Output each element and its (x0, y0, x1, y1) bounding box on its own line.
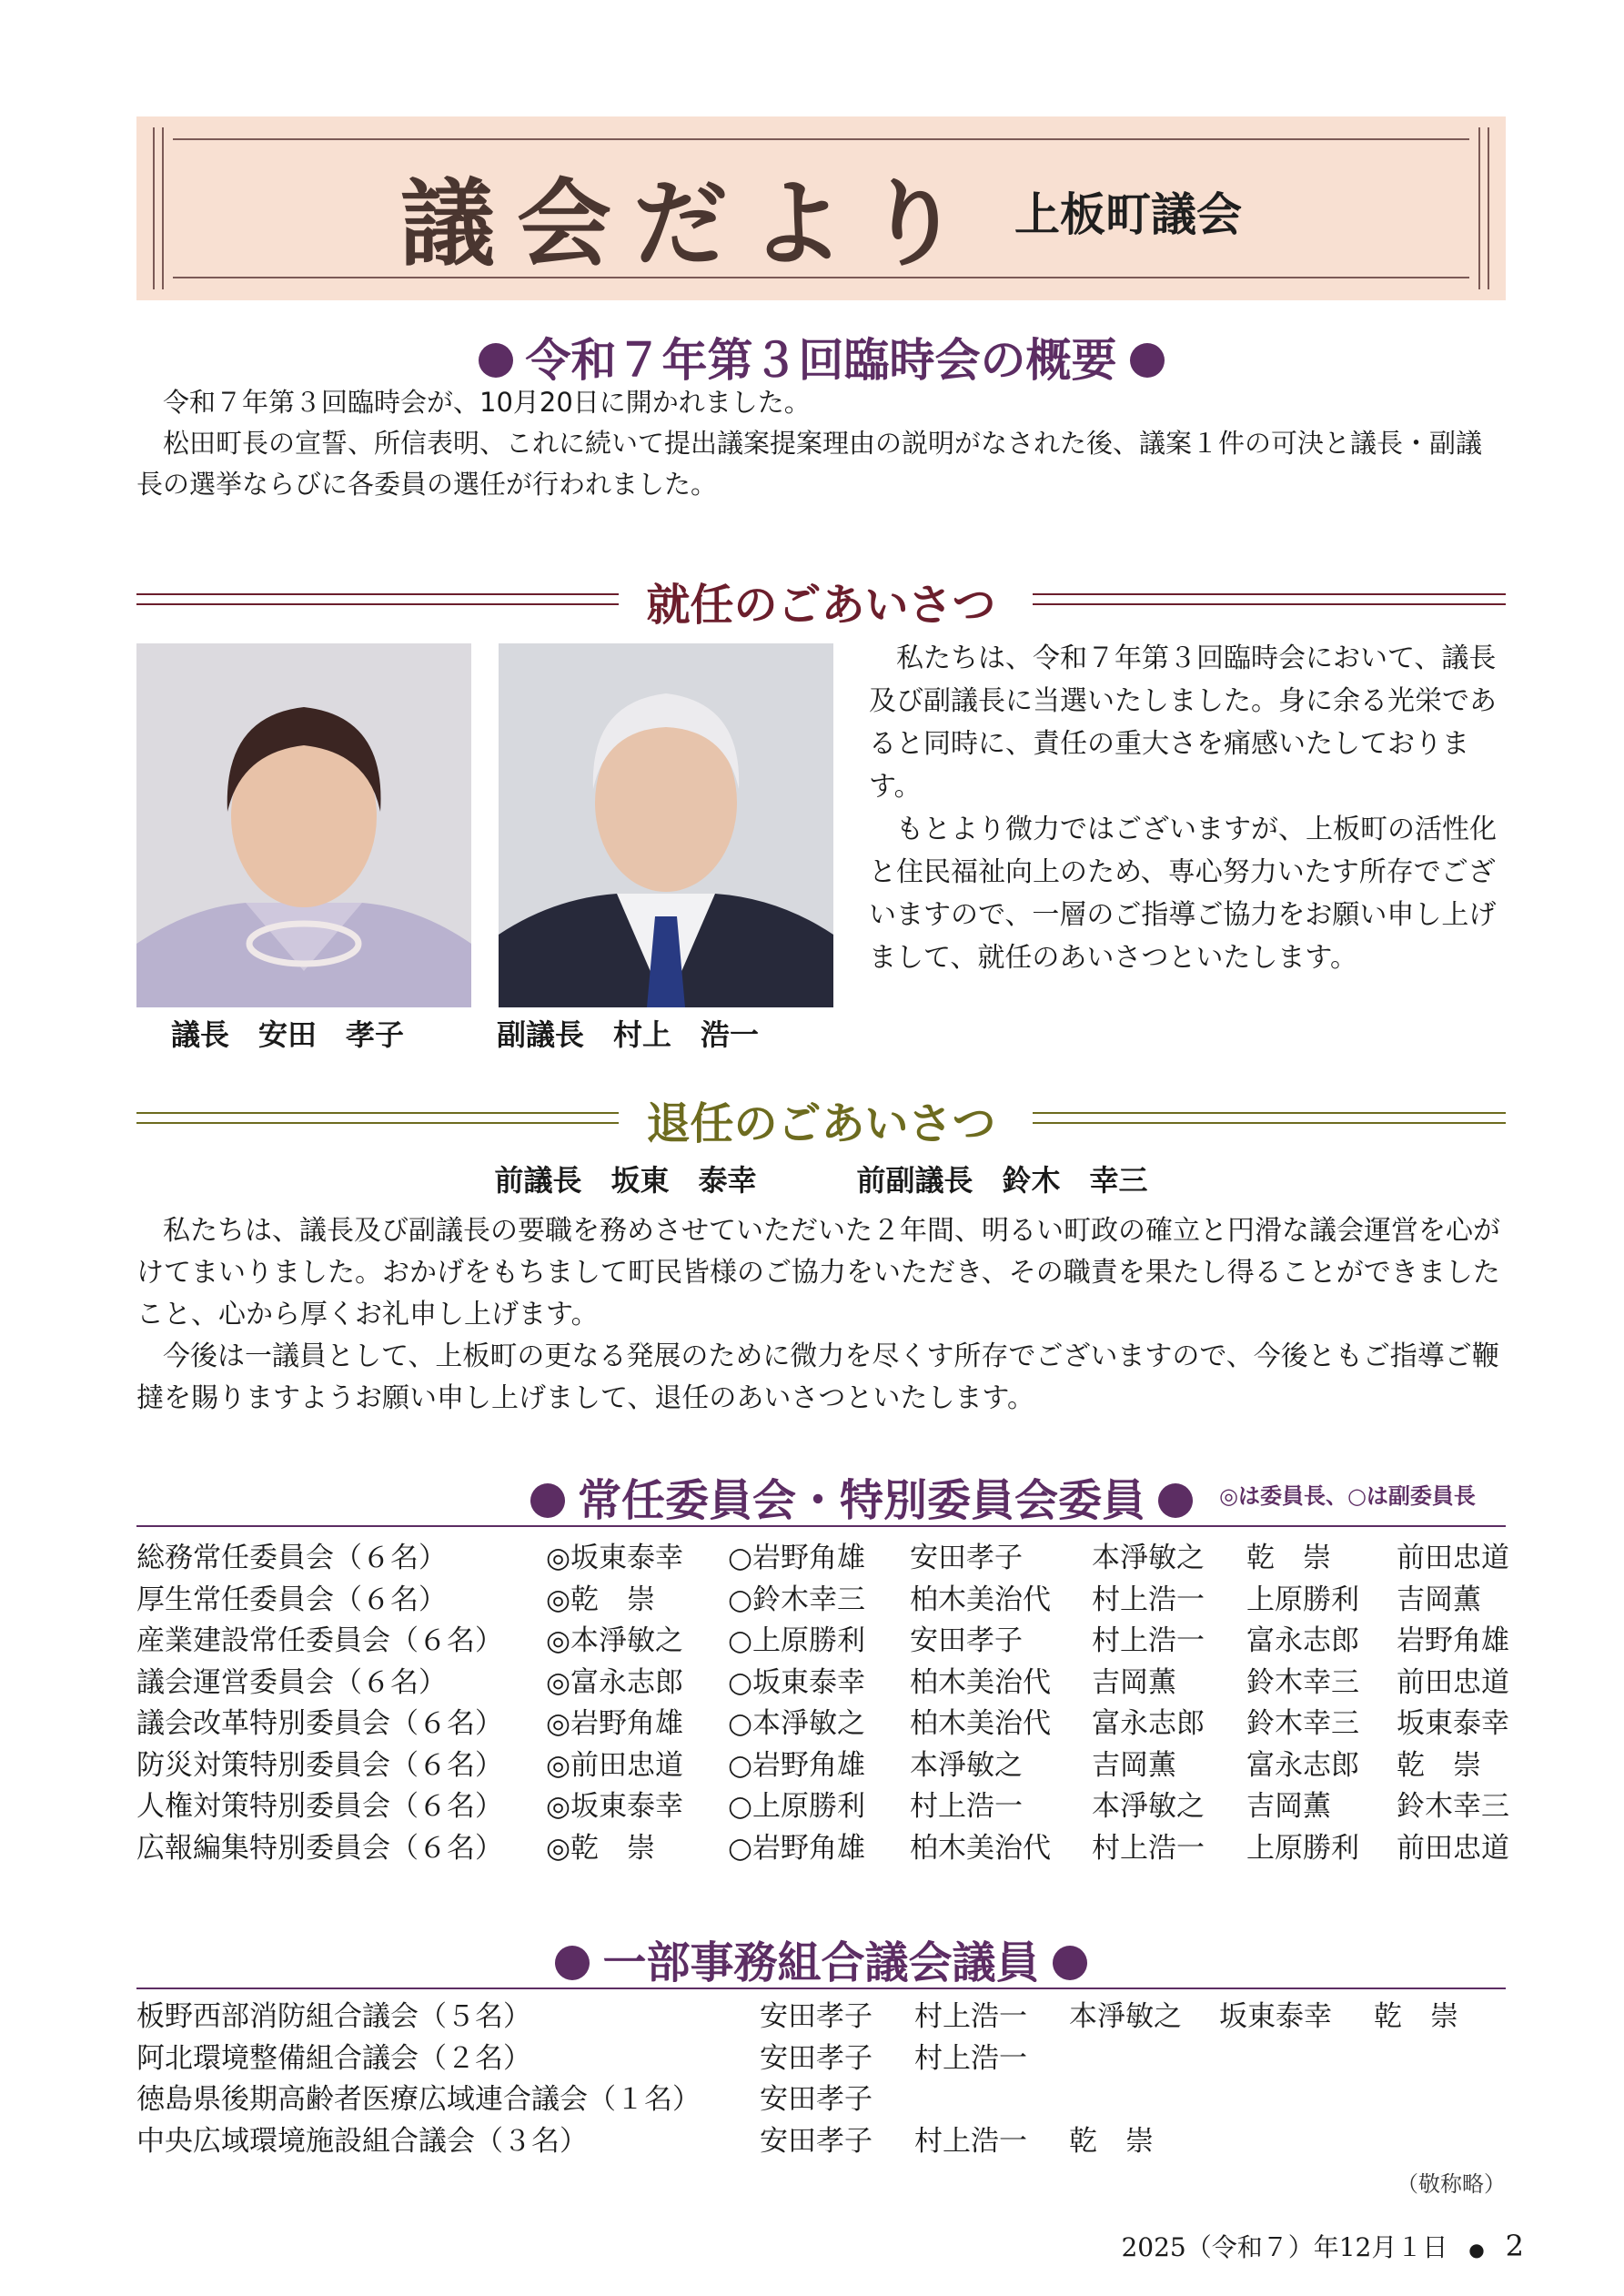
paragraph: 私たちは、令和７年第３回臨時会において、議長及び副議長に当選いたしました。身に余る光栄であると同時に、責任の重大さを痛感いたしております。 (869, 642, 1497, 803)
member-name: ○岩野角雄 (728, 1831, 866, 1865)
member-name: 本淨敏之 (1092, 1542, 1205, 1575)
table-row (136, 1993, 1483, 2035)
vice-chair-caption: 副議長 村上 浩一 (497, 1017, 760, 1052)
member-name: 前田忠道 (1397, 1542, 1509, 1575)
bullet-icon (1158, 1483, 1193, 1518)
member-name: 柏木美治代 (910, 1831, 1051, 1865)
banner-rule (1488, 127, 1489, 289)
member-name: 村上浩一 (914, 2041, 1027, 2075)
table-row (136, 2118, 1483, 2159)
member-name: 村上浩一 (914, 2124, 1027, 2158)
member-name: 本淨敏之 (910, 1748, 1023, 1782)
member-name: ◎坂東泰幸 (546, 1542, 684, 1575)
session-heading (136, 324, 1506, 389)
member-name: ○岩野角雄 (728, 1748, 866, 1782)
member-name: ◎富永志郎 (546, 1665, 684, 1699)
table-row (136, 1783, 1509, 1825)
member-name: ◎前田忠道 (546, 1748, 684, 1782)
member-name: ◎乾 崇 (546, 1831, 656, 1865)
table-row (136, 1659, 1509, 1701)
retirement-body (136, 1210, 1506, 1420)
table-row (136, 2076, 1483, 2118)
committee-name: 徳島県後期高齢者医療広域連合議会（１名） (136, 2083, 701, 2117)
committee-name: 議会改革特別委員会（６名） (136, 1707, 503, 1741)
member-name: 村上浩一 (914, 2000, 1027, 2034)
member-name: 坂東泰幸 (1397, 1707, 1509, 1741)
member-name: 村上浩一 (910, 1790, 1023, 1824)
page-number: 2 (1505, 2229, 1524, 2263)
member-name: 吉岡薫 (1397, 1583, 1481, 1616)
honorific-note: （敬称略） (1397, 2171, 1506, 2197)
member-name: 富永志郎 (1092, 1707, 1205, 1741)
member-name: 安田孝子 (760, 2124, 873, 2158)
chair-caption: 議長 安田 孝子 (171, 1017, 405, 1052)
member-name: ○鈴木幸三 (728, 1583, 866, 1616)
committee-rule (136, 1525, 1506, 1527)
paragraph: 令和７年第３回臨時会が、10月20日に開かれました。 (163, 387, 811, 418)
bullet-icon (1053, 1946, 1087, 1980)
committee-title: 常任委員会・特別委員会委員 (577, 1475, 1145, 1526)
committee-name: 広報編集特別委員会（６名） (136, 1831, 503, 1865)
committee-name: 中央広域環境施設組合議会（３名） (136, 2124, 588, 2158)
member-name: 柏木美治代 (910, 1583, 1051, 1616)
bullet-icon (479, 343, 513, 378)
session-title: 令和７年第３回臨時会の概要 (525, 333, 1117, 387)
committee-name: 阿北環境整備組合議会（２名） (136, 2041, 531, 2075)
bullet-icon (1130, 343, 1165, 378)
footer-bullet-icon: ● (1468, 2239, 1485, 2261)
former-officers (136, 1158, 1506, 1199)
member-name: 前田忠道 (1397, 1665, 1509, 1699)
table-row (136, 1700, 1509, 1742)
member-name: 乾 崇 (1246, 1542, 1331, 1575)
member-name: 鈴木幸三 (1397, 1790, 1509, 1824)
member-name: 岩野角雄 (1397, 1624, 1509, 1658)
member-name: 村上浩一 (1092, 1831, 1205, 1865)
member-name: ◎乾 崇 (546, 1583, 656, 1616)
bullet-icon (555, 1946, 590, 1980)
vice-chair-portrait-image (499, 643, 833, 1007)
masthead-banner (136, 116, 1506, 300)
masthead-subtitle: 上板町議会 (1014, 188, 1242, 241)
member-name: 本淨敏之 (1069, 2000, 1182, 2034)
member-name: 柏木美治代 (910, 1707, 1051, 1741)
member-name: 本淨敏之 (1092, 1790, 1205, 1824)
union-title: 一部事務組合議会議員 (602, 1937, 1040, 1988)
paragraph: 今後は一議員として、上板町の更なる発展のために微力を尽くす所存でございますので、今後ともご指導ご鞭撻を賜りますようお願い申し上げまして、退任のあいさつといたします。 (136, 1340, 1499, 1414)
table-row (136, 1617, 1509, 1659)
table-row (136, 1742, 1509, 1784)
member-name: 安田孝子 (760, 2083, 873, 2117)
member-name: 富永志郎 (1246, 1748, 1359, 1782)
member-name: 安田孝子 (760, 2041, 873, 2075)
table-row (136, 1576, 1509, 1618)
paragraph: 松田町長の宣誓、所信表明、これに続いて提出議案提案理由の説明がなされた後、議案１件の可決と議長・副議長の選挙ならびに各委員の選任が行われました。 (136, 428, 1483, 500)
committee-name: 産業建設常任委員会（６名） (136, 1624, 503, 1658)
member-name: 村上浩一 (1092, 1624, 1205, 1658)
table-row (136, 1825, 1509, 1866)
member-name: ◎岩野角雄 (546, 1707, 684, 1741)
paragraph: 私たちは、議長及び副議長の要職を務めさせていただいた２年間、明るい町政の確立と円滑な議会運営を心がけてまいりました。おかげをもちまして町民皆様のご協力をいただき、その職責を果たし得ることができましたこと、心から厚くお礼申し上げます。 (136, 1215, 1500, 1330)
banner-rule (162, 127, 164, 289)
member-name: 安田孝子 (910, 1542, 1023, 1575)
inauguration-title: 就任のごあいさつ (646, 580, 996, 631)
member-name: 坂東泰幸 (1219, 2000, 1332, 2034)
banner-rule (173, 138, 1469, 140)
member-name: 村上浩一 (1092, 1583, 1205, 1616)
member-name: 富永志郎 (1246, 1624, 1359, 1658)
member-name: 乾 崇 (1374, 2000, 1458, 2034)
banner-rule (153, 127, 155, 289)
chair-portrait-image (136, 643, 471, 1007)
committee-name: 板野西部消防組合議会（５名） (136, 2000, 531, 2034)
member-name: 吉岡薫 (1092, 1748, 1176, 1782)
member-name: 鈴木幸三 (1246, 1707, 1359, 1741)
retirement-title: 退任のごあいさつ (646, 1098, 996, 1149)
committee-name: 議会運営委員会（６名） (136, 1665, 447, 1699)
committee-table (136, 1534, 1509, 1866)
committee-heading (136, 1465, 1205, 1528)
banner-rule (1478, 127, 1480, 289)
member-name: ◎坂東泰幸 (546, 1790, 684, 1824)
member-name: 吉岡薫 (1246, 1790, 1331, 1824)
union-heading (136, 1927, 1506, 1990)
member-name: ○上原勝利 (728, 1790, 866, 1824)
member-name: ○坂東泰幸 (728, 1665, 866, 1699)
former-chair-name: 前議長 坂東 泰幸 (494, 1163, 757, 1198)
member-name: 上原勝利 (1246, 1583, 1359, 1616)
issue-date: 2025（令和７）年12月１日 (1121, 2232, 1448, 2262)
union-rule (136, 1988, 1506, 1989)
paragraph: もとより微力ではございますが、上板町の活性化と住民福祉向上のため、専心努力いたす所存でございますので、一層のご指導ご協力をお願い申し上げまして、就任のあいさつといたします。 (869, 814, 1497, 974)
union-table (136, 1993, 1483, 2159)
member-name: 乾 崇 (1397, 1748, 1481, 1782)
member-name: ◎本淨敏之 (546, 1624, 684, 1658)
committee-name: 総務常任委員会（６名） (136, 1542, 447, 1575)
committee-legend: ◎は委員長、○は副委員長 (1219, 1483, 1476, 1509)
table-row (136, 1534, 1509, 1576)
member-name: 乾 崇 (1069, 2124, 1154, 2158)
masthead-title: 議会だより (400, 167, 983, 279)
member-name: 上原勝利 (1246, 1831, 1359, 1865)
vice-chair-portrait (499, 643, 833, 1007)
member-name: ○本淨敏之 (728, 1707, 866, 1741)
member-name: 前田忠道 (1397, 1831, 1509, 1865)
member-name: 柏木美治代 (910, 1665, 1051, 1699)
member-name: 鈴木幸三 (1246, 1665, 1359, 1699)
committee-name: 防災対策特別委員会（６名） (136, 1748, 503, 1782)
member-name: ○岩野角雄 (728, 1542, 866, 1575)
session-body (136, 382, 1506, 505)
bullet-icon (530, 1483, 565, 1518)
inauguration-body (869, 637, 1506, 979)
member-name: 安田孝子 (760, 2000, 873, 2034)
chair-portrait (136, 643, 471, 1007)
member-name: 安田孝子 (910, 1624, 1023, 1658)
committee-name: 人権対策特別委員会（６名） (136, 1790, 503, 1824)
former-vice-chair-name: 前副議長 鈴木 幸三 (856, 1163, 1148, 1198)
member-name: ○上原勝利 (728, 1624, 866, 1658)
committee-name: 厚生常任委員会（６名） (136, 1583, 447, 1616)
page-footer (1121, 2228, 1524, 2264)
member-name: 吉岡薫 (1092, 1665, 1176, 1699)
table-row (136, 2035, 1483, 2077)
